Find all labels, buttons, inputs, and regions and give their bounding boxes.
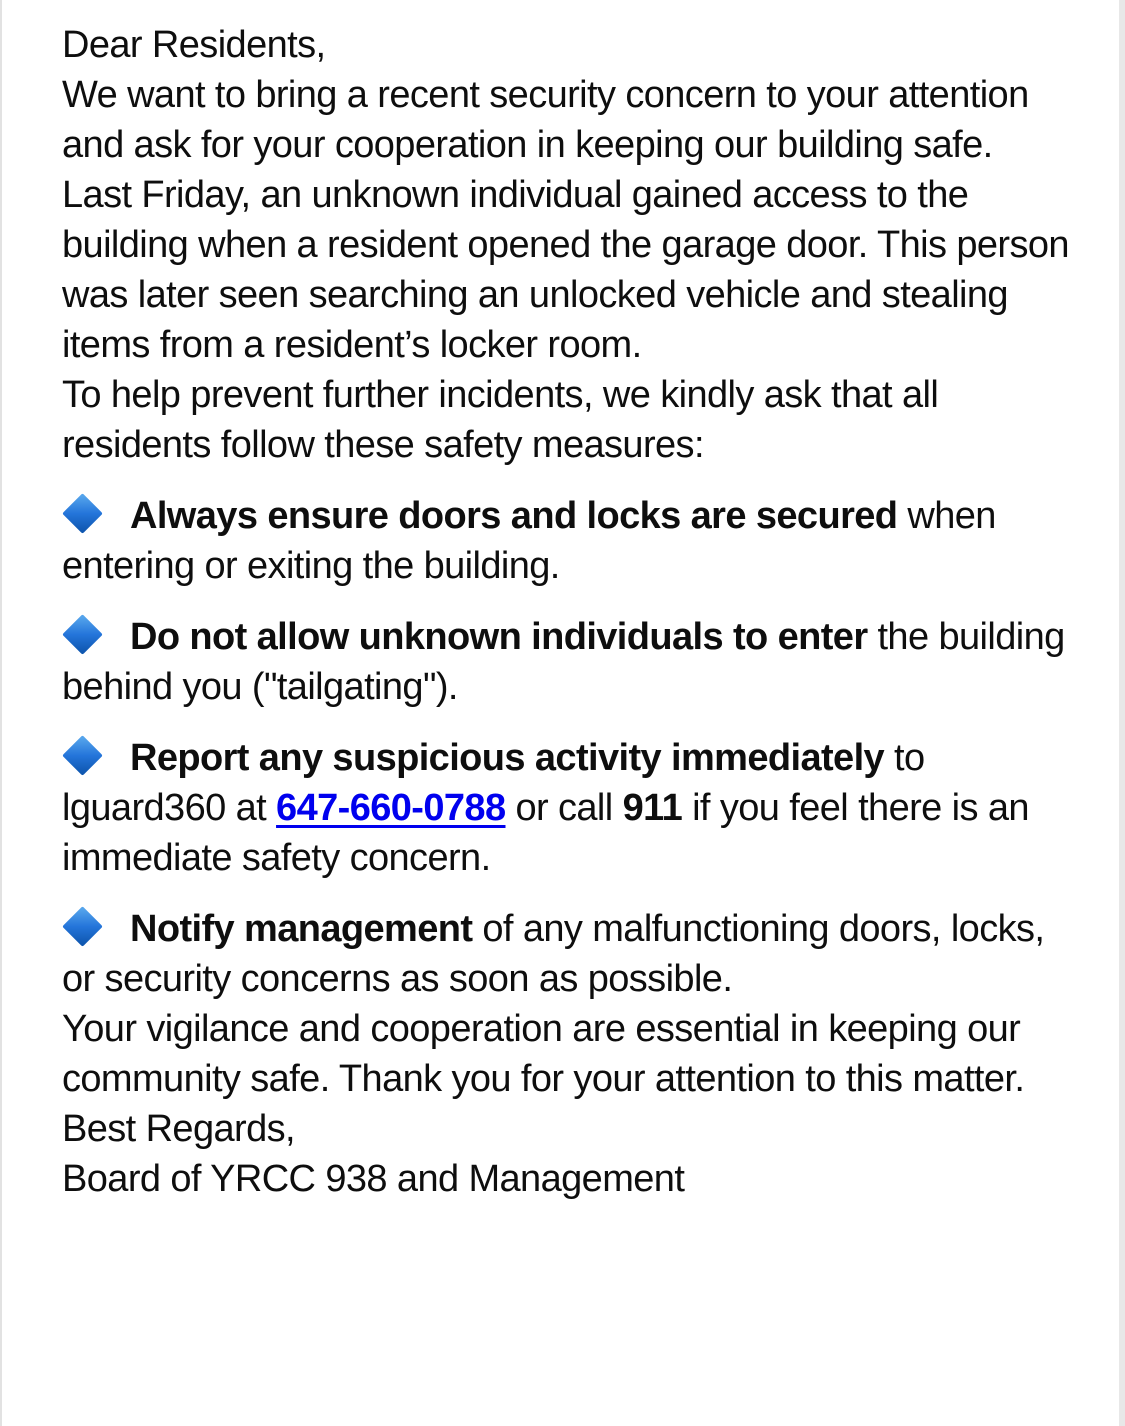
- incident-paragraph: [62, 170, 1070, 370]
- bullet-bold-text: Report any suspicious activity immediately: [130, 737, 885, 779]
- request-text: To help prevent further incidents, we kindly ask that all residents follow these safety measures:: [62, 374, 939, 466]
- large-blue-diamond-icon: [62, 614, 103, 655]
- bullet-rest-text: when entering or exiting the building.: [62, 495, 996, 587]
- bullet-report-activity: [62, 733, 1070, 883]
- large-blue-diamond-icon: [62, 735, 103, 776]
- bullet-no-tailgating: [62, 612, 1070, 712]
- bullet-rest-text: the building behind you ("tailgating").: [62, 616, 1065, 708]
- bullet-notify-management: [62, 904, 1070, 1004]
- bullet-bold-text: Always ensure doors and locks are secured: [130, 495, 898, 537]
- sign-off-text: Best Regards,: [62, 1108, 295, 1150]
- phone-link[interactable]: 647-660-0788: [276, 787, 506, 829]
- bullet-pre-link-text: to lguard360 at: [62, 737, 925, 829]
- left-edge-divider: [0, 0, 2, 1426]
- bullet-rest-text: of any malfunctioning doors, locks, or security concerns as soon as possible.: [62, 908, 1045, 1000]
- emergency-number-text: 911: [622, 787, 683, 829]
- closing-paragraph: [62, 1004, 1070, 1104]
- sign-off-line: [62, 1104, 1070, 1154]
- notice-body: [62, 20, 1070, 1204]
- intro-text: We want to bring a recent security concern to your attention and ask for your cooperation in keeping our building safe.: [62, 74, 1029, 166]
- closing-text: Your vigilance and cooperation are essential in keeping our community safe. Thank you for your attention to this matter.: [62, 1008, 1025, 1100]
- bullet-mid-text: or call: [505, 787, 623, 829]
- large-blue-diamond-icon: [62, 906, 103, 947]
- bullet-rest-text: if you feel there is an immediate safety concern.: [62, 787, 1029, 879]
- request-paragraph: [62, 370, 1070, 470]
- bullet-bold-text: Do not allow unknown individuals to enter: [130, 616, 868, 658]
- bullet-secure-doors: [62, 491, 1070, 591]
- large-blue-diamond-icon: [62, 493, 103, 534]
- bullet-bold-text: Notify management: [130, 908, 473, 950]
- signature-line: [62, 1154, 1070, 1204]
- greeting-line: [62, 20, 1070, 70]
- intro-paragraph: [62, 70, 1070, 170]
- incident-text: Last Friday, an unknown individual gained access to the building when a resident opened the garage door. This person was later seen searching an unlocked vehicle and stealing items from a resident’s locker room.: [62, 174, 1069, 366]
- signature-text: Board of YRCC 938 and Management: [62, 1158, 685, 1200]
- right-edge-scrollbar-track: [1119, 0, 1125, 1426]
- greeting-text: Dear Residents,: [62, 24, 326, 66]
